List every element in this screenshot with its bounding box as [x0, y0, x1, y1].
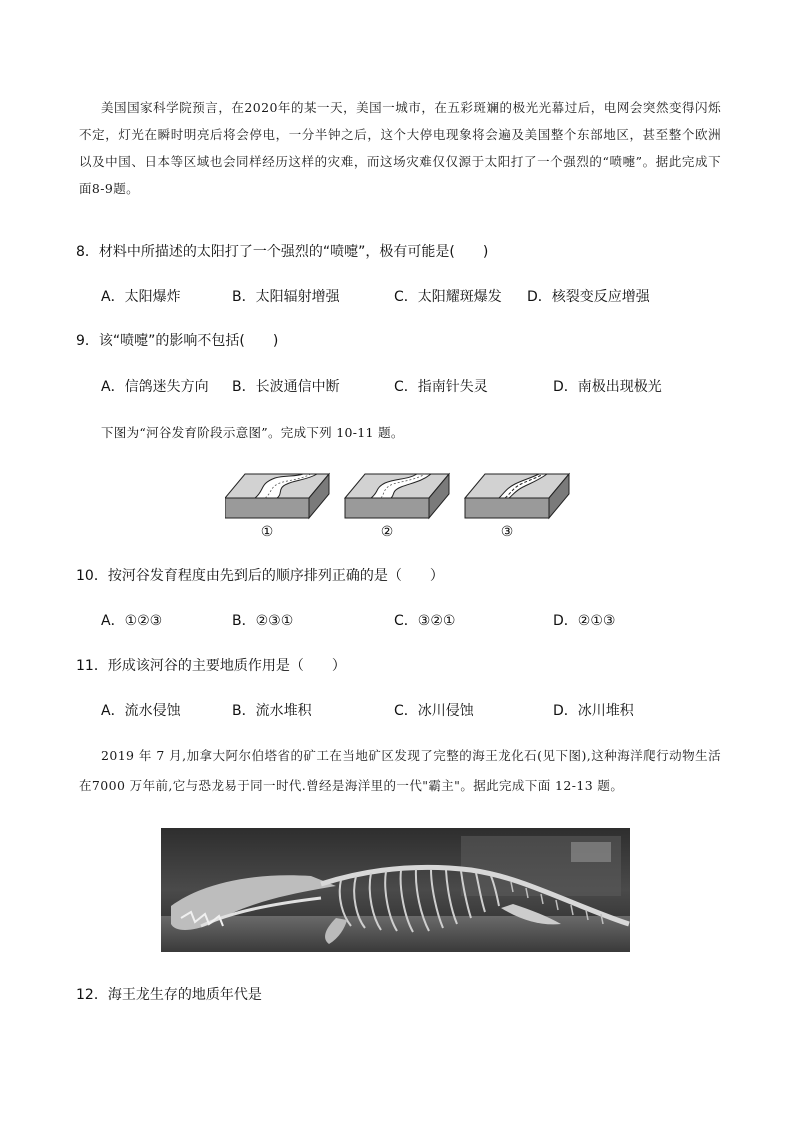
figure-label-2: ②	[380, 524, 394, 540]
figure-intro: 下图为“河谷发育阶段示意图”。完成下列 10-11 题。	[101, 425, 404, 440]
mosasaur-fossil-photo	[161, 828, 630, 952]
q10-option-d: D．②①③	[553, 613, 616, 629]
valley-block-2	[345, 474, 449, 518]
q8-option-c: C．太阳耀斑爆发	[394, 289, 502, 305]
q11-option-a: A．流水侵蚀	[101, 703, 181, 719]
q9-option-b: B．长波通信中断	[232, 379, 340, 395]
q9-option-d: D．南极出现极光	[553, 379, 662, 395]
question-12-stem: 12．海王龙生存的地质年代是	[76, 987, 262, 1003]
figure-label-3: ③	[500, 524, 514, 540]
q9-option-c: C．指南针失灵	[394, 379, 488, 395]
passage-fossil: 2019 年 7 月,加拿大阿尔伯塔省的矿工在当地矿区发现了完整的海王龙化石(见下图),这种海洋爬行动物生活在7000 万年前,它与恐龙易于同一时代.曾经是海洋里的一代"霸主"。据此完成下面 12-13 题。	[79, 748, 721, 793]
q11-option-c: C．冰川侵蚀	[394, 703, 474, 719]
q10-option-b: B．②③①	[232, 613, 294, 629]
q8-option-d: D．核裂变反应增强	[527, 289, 650, 305]
question-11-stem: 11．形成该河谷的主要地质作用是（ ）	[76, 658, 346, 674]
passage-solar: 美国国家科学院预言，在2020年的某一天，美国一城市，在五彩斑斓的极光光幕过后，电网会突然变得闪烁不定，灯光在瞬时明亮后将会停电，一分半钟之后，这个大停电现象将会遍及美国整个东部地区，甚至整个欧洲以及中国、日本等区域也会同样经历这样的灾难，而这场灾难仅仅源于太阳打了一个强烈的“喷嚏”。据此完成下面8-9题。	[79, 100, 721, 196]
q11-option-d: D．冰川堆积	[553, 703, 634, 719]
q11-option-b: B．流水堆积	[232, 703, 312, 719]
valley-block-1	[225, 474, 329, 518]
question-8-stem: 8．材料中所描述的太阳打了一个强烈的“喷嚏”，极有可能是( )	[76, 244, 489, 260]
question-9-stem: 9．该“喷嚏”的影响不包括( )	[76, 333, 279, 349]
q8-option-a: A．太阳爆炸	[101, 289, 181, 305]
q9-option-a: A．信鸽迷失方向	[101, 379, 209, 395]
valley-block-3	[465, 474, 569, 518]
q10-option-c: C．③②①	[394, 613, 456, 629]
q8-option-b: B．太阳辐射增强	[232, 289, 340, 305]
figure-label-1: ①	[260, 524, 274, 540]
q10-option-a: A．①②③	[101, 613, 163, 629]
question-10-stem: 10．按河谷发育程度由先到后的顺序排列正确的是（ ）	[76, 568, 444, 584]
